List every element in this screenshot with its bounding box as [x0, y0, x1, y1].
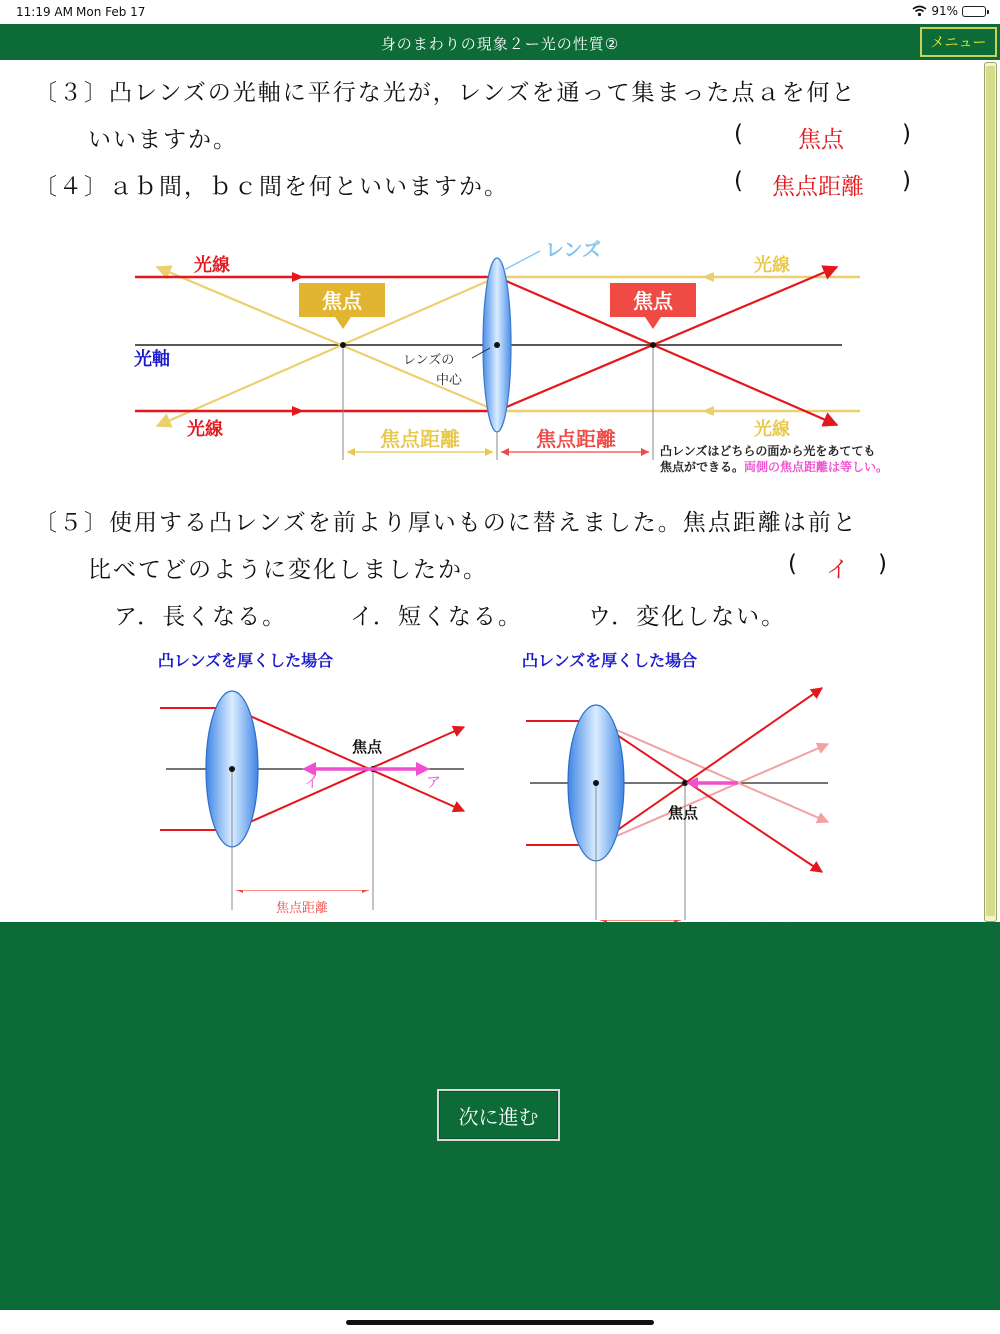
red-arrow-head: [292, 406, 304, 416]
arrow-label-a: ア: [426, 773, 442, 791]
lens-center-label-1: レンズの: [403, 353, 455, 368]
axis-label: 光軸: [134, 349, 170, 370]
answer-paren-open: (: [734, 121, 743, 147]
focal-length-right: 焦点距離: [536, 427, 616, 451]
focus-label-right: 焦点: [633, 289, 673, 313]
battery-percent: 91%: [931, 4, 958, 18]
ray-label-left-top: 光線: [194, 255, 230, 276]
answer-paren-close: ): [902, 121, 911, 147]
diagram2-title: 凸レンズを厚くした場合: [158, 651, 334, 670]
wifi-icon: [912, 5, 927, 17]
note-line-1: 凸レンズはどちらの面から光をあてても: [660, 444, 876, 458]
answer-3: 焦点: [798, 127, 844, 153]
question-3-line2: いいますか。: [88, 127, 238, 153]
diagram2-focal: 焦点距離: [275, 901, 329, 916]
question-5-line1: 〔５〕使用する凸レンズを前より厚いものに替えました。焦点距離は前と: [34, 510, 858, 536]
status-bar: [0, 0, 1000, 24]
note-line-2b: 両側の焦点距離は等しい。: [744, 460, 889, 474]
focus-point-left: [340, 342, 346, 348]
ray-label-left-bottom: 光線: [187, 419, 223, 440]
yellow-arrow-head: [702, 406, 714, 416]
focal-length-left: 焦点距離: [380, 427, 460, 451]
lens-center-point: [494, 342, 500, 348]
lens-diagram-main: [2, 60, 982, 480]
diagram3-focus: 焦点: [668, 804, 699, 822]
scrollbar[interactable]: [984, 62, 997, 922]
answer-paren-close: ): [902, 168, 911, 194]
battery-icon: [962, 6, 986, 17]
status-right: [912, 4, 986, 18]
question-5-line2: 比べてどのように変化しましたか。: [88, 557, 488, 583]
focus-point-right: [650, 342, 656, 348]
question-3-line1: 〔３〕凸レンズの光軸に平行な光が，レンズを通って集まった点ａを何と: [34, 80, 857, 106]
status-time: 11:19 AM: [16, 5, 73, 19]
answer-4: 焦点距離: [772, 174, 864, 200]
red-arrow-head: [292, 272, 304, 282]
content-area[interactable]: [2, 60, 982, 922]
answer-paren-open: (: [788, 551, 797, 577]
note-line-2: [660, 459, 888, 474]
arrow-label-i: イ: [304, 773, 320, 791]
lens-center-label-2: 中心: [436, 373, 463, 388]
ray-label-right-top: 光線: [754, 255, 790, 276]
question-4-line1: 〔４〕ａｂ間，ｂｃ間を何といいますか。: [34, 174, 509, 200]
lens-diagram-thick-2: [516, 640, 846, 920]
option-a: ア．長くなる。: [114, 604, 288, 630]
yellow-arrow-head: [702, 272, 714, 282]
diagram3-title: 凸レンズを厚くした場合: [522, 651, 698, 670]
scrollbar-thumb[interactable]: [986, 66, 995, 916]
ray-label-right-bottom: 光線: [754, 419, 790, 440]
focus-label-left: 焦点: [322, 289, 362, 313]
note-line-2a: 焦点ができる。: [660, 460, 745, 474]
answer-5: イ: [826, 557, 849, 583]
option-i: イ．短くなる。: [350, 604, 523, 630]
diagram2-focus: 焦点: [352, 738, 383, 756]
answer-paren-close: ): [878, 551, 887, 577]
status-date: Mon Feb 17: [76, 5, 146, 19]
lens-diagram-thick-1: [152, 640, 482, 890]
next-button[interactable]: 次に進む: [437, 1089, 560, 1141]
option-u: ウ．変化しない。: [588, 604, 787, 630]
page-title: 身のまわりの現象２ー光の性質②: [380, 35, 620, 53]
title-bar: [0, 24, 1000, 60]
menu-button[interactable]: メニュー: [920, 27, 997, 57]
home-indicator[interactable]: [346, 1320, 654, 1325]
answer-paren-open: (: [734, 168, 743, 194]
lens-label: レンズ: [545, 239, 601, 261]
